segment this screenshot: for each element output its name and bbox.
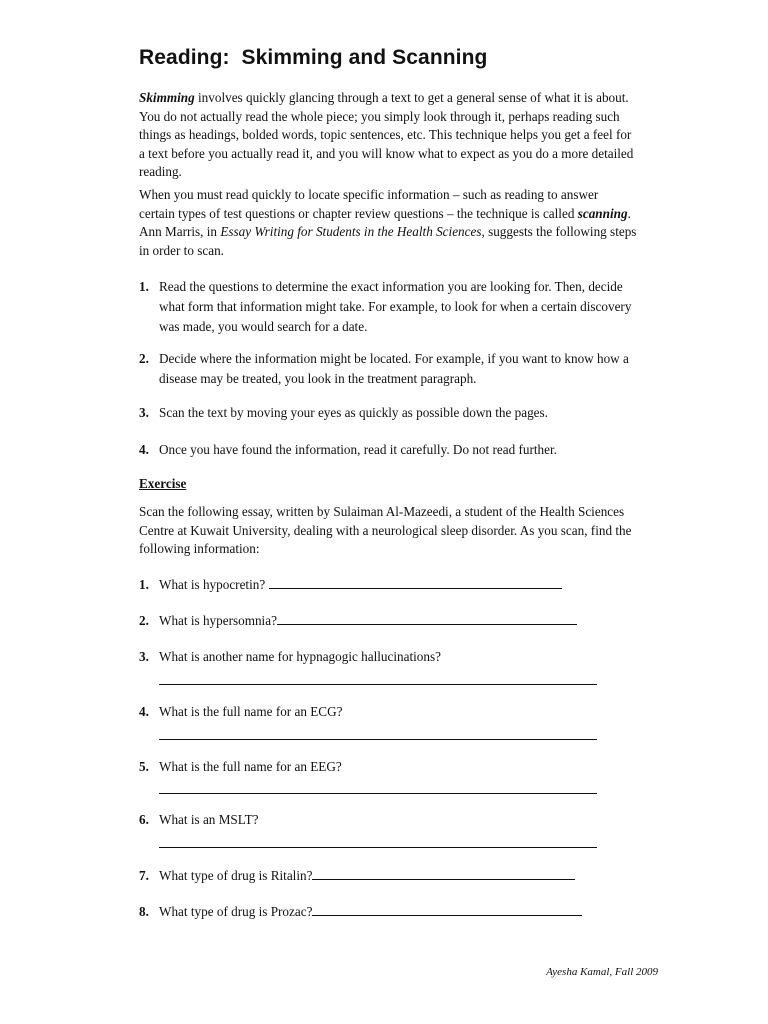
exercise-intro: Scan the following essay, written by Sulaiman Al-Mazeedi, a student of the Health Sciences Centre at Kuwait University, dealing with a neurological sleep disorder. As you scan, find the following information: xyxy=(139,504,632,557)
scanning-text-a: When you must read quickly to locate specific information – such as reading to answer certain types of test questions or chapter review questions – the technique is called xyxy=(139,187,599,221)
question-1 xyxy=(139,574,562,595)
answer-blank[interactable] xyxy=(277,610,577,625)
question-number: 6. xyxy=(139,812,149,827)
answer-blank[interactable] xyxy=(159,847,597,848)
question-5 xyxy=(139,757,342,777)
scanning-term: scanning xyxy=(577,205,628,221)
answer-blank[interactable] xyxy=(159,793,597,794)
question-number: 3. xyxy=(139,649,149,664)
question-text: What type of drug is Prozac? xyxy=(159,904,313,919)
step-text: Read the questions to determine the exact information you are looking for. Then, decide what form that information might take. For example, to look for when a certain discovery was made, you would search for a date. xyxy=(159,279,632,334)
page-title: Reading: Skimming and Scanning xyxy=(139,46,488,69)
question-4 xyxy=(139,702,342,722)
step-text: Decide where the information might be located. For example, if you want to know how a disease may be treated, you look in the treatment paragraph. xyxy=(159,351,629,386)
question-text: What is the full name for an ECG? xyxy=(159,704,343,719)
question-text: What is an MSLT? xyxy=(159,812,259,827)
step-number: 1. xyxy=(139,279,149,294)
scanning-text-c: , suggests the following steps in order to scan. xyxy=(139,224,637,258)
scanning-paragraph xyxy=(139,186,637,260)
question-6 xyxy=(139,810,259,830)
answer-blank[interactable] xyxy=(159,684,597,685)
question-number: 4. xyxy=(139,704,149,719)
scanning-text-b: . Ann Marris, in xyxy=(139,205,631,240)
author-footer: Ayesha Kamal, Fall 2009 xyxy=(546,966,658,978)
skimming-definition: involves quickly glancing through a text to get a general sense of what it is about. You do not actually read the whole piece; you simply look through it, perhaps reading such things as headings, bolded words, topic sentences, etc. This technique helps you get a feel for a text before you actually read it, and you will know what to expect as you do a more detailed reading. xyxy=(139,90,634,180)
answer-blank[interactable] xyxy=(269,574,562,589)
question-number: 8. xyxy=(139,904,149,919)
skimming-paragraph xyxy=(139,89,637,182)
book-title: Essay Writing for Students in the Health Sciences xyxy=(220,224,482,240)
step-number: 3. xyxy=(139,405,149,420)
answer-blank[interactable] xyxy=(312,865,575,880)
question-text: What is hypocretin? xyxy=(159,577,269,592)
step-number: 2. xyxy=(139,351,149,366)
step-number: 4. xyxy=(139,442,149,457)
question-number: 2. xyxy=(139,613,149,628)
skimming-term: Skimming xyxy=(139,90,195,105)
question-number: 7. xyxy=(139,868,149,883)
question-2 xyxy=(139,610,577,631)
answer-blank[interactable] xyxy=(159,739,597,740)
question-text: What is hypersomnia? xyxy=(159,613,277,628)
step-text: Once you have found the information, read it carefully. Do not read further. xyxy=(159,442,557,457)
question-text: What type of drug is Ritalin? xyxy=(159,868,313,883)
question-number: 1. xyxy=(139,577,149,592)
question-7 xyxy=(139,865,575,886)
exercise-heading: Exercise xyxy=(139,476,187,491)
question-text: What is the full name for an EEG? xyxy=(159,759,342,774)
step-text: Scan the text by moving your eyes as quickly as possible down the pages. xyxy=(159,405,548,420)
question-number: 5. xyxy=(139,759,149,774)
question-text: What is another name for hypnagogic hallucinations? xyxy=(159,649,441,664)
question-8 xyxy=(139,901,582,922)
answer-blank[interactable] xyxy=(312,901,582,916)
question-3 xyxy=(139,647,441,667)
